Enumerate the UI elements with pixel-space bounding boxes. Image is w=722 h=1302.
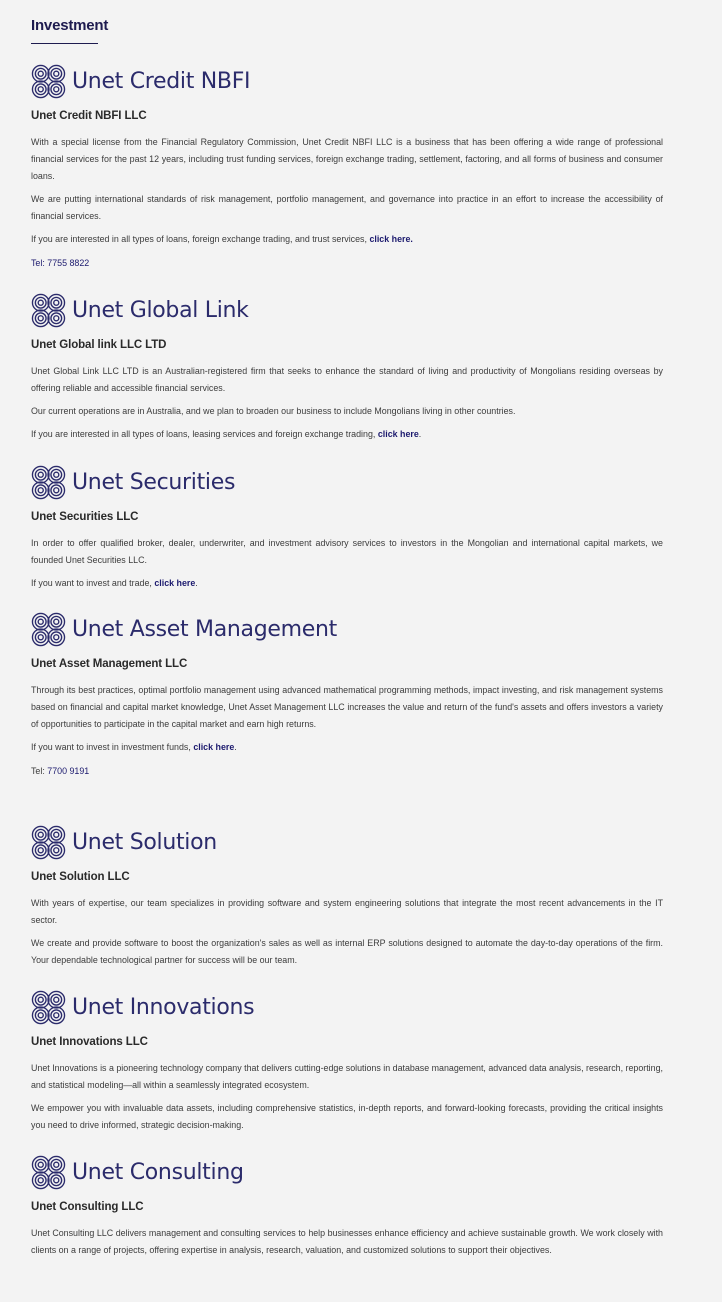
company-name: Unet Consulting LLC <box>31 1201 144 1213</box>
description-paragraph: We empower you with invaluable data assets, including comprehensive statistics, in-depth reports, and forward-looking forecasts, providing the critical insights you need to drive informed, strategic decision-making. <box>31 1103 663 1130</box>
company-card-global-link <box>31 292 663 443</box>
cta-text: If you want to invest and trade, <box>31 578 155 588</box>
company-card-innovations <box>31 989 663 1134</box>
click-here-link[interactable]: click here <box>377 429 419 439</box>
logo-text: Unet Solution <box>72 829 217 855</box>
company-logo <box>31 1154 663 1190</box>
description-paragraph: Unet Global Link LLC LTD is an Australian-registered firm that seeks to enhance the standard of living and productivity of Mongolians residing overseas by offering reliable and accessible financial services. <box>31 366 663 393</box>
logo-text: Unet Asset Management <box>72 616 337 642</box>
company-name: Unet Asset Management LLC <box>31 658 188 670</box>
click-here-link[interactable]: click here <box>193 742 235 752</box>
cta-suffix: . <box>195 578 198 588</box>
company-name: Unet Solution LLC <box>31 871 130 883</box>
logo-text: Unet Consulting <box>72 1159 244 1185</box>
description-paragraph: We create and provide software to boost the organization's sales as well as internal ERP solutions designed to automate the day-to-day operations of the firm. Your dependable technological partner for success will be our team. <box>31 938 663 965</box>
phone-label: Tel: <box>31 766 48 776</box>
cta-text: If you want to invest in investment funds, <box>31 742 194 752</box>
click-here-link[interactable]: click here. <box>369 234 413 244</box>
description-paragraph: In order to offer qualified broker, dealer, underwriter, and investment advisory services to investors in the Mongolian and international capital markets, we founded Unet Securities LLC. <box>31 538 663 565</box>
phone-number <box>31 763 663 780</box>
logo-text: Unet Securities <box>72 469 236 495</box>
cta-paragraph <box>31 231 663 248</box>
company-logo <box>31 611 663 647</box>
cta-text: If you are interested in all types of loans, leasing services and foreign exchange trading, <box>31 429 378 439</box>
logo-text: Unet Global Link <box>72 297 249 323</box>
company-logo <box>31 292 663 328</box>
section-title: Investment <box>31 17 109 34</box>
company-name: Unet Credit NBFI LLC <box>31 110 147 122</box>
unet-knot-logo-icon <box>31 64 66 99</box>
description-paragraph: With years of expertise, our team specializes in providing software and system engineering solutions that integrate the most recent advancements in the IT sector. <box>31 898 663 925</box>
cta-paragraph <box>31 575 663 592</box>
phone-number: Tel: 7755 8822 <box>31 258 90 268</box>
cta-text: If you are interested in all types of loans, foreign exchange trading, and trust services, <box>31 234 370 244</box>
company-card-asset-management <box>31 611 663 780</box>
company-card-credit-nbfi <box>31 63 663 272</box>
cta-suffix: . <box>418 429 422 439</box>
cta-paragraph <box>31 739 663 756</box>
company-card-solution <box>31 824 663 969</box>
unet-knot-logo-icon <box>31 465 66 500</box>
cta-paragraph <box>31 426 663 443</box>
unet-knot-logo-icon <box>31 612 66 647</box>
description-paragraph: Unet Innovations is a pioneering technology company that delivers cutting-edge solutions in database management, advanced data analysis, research, reporting, and statistical modeling—all within a seamlessly integrated ecosystem. <box>31 1063 663 1090</box>
company-card-securities <box>31 464 663 592</box>
description-paragraph: Through its best practices, optimal portfolio management using advanced mathematical programming methods, impact investing, and risk management systems based on financial and capital market knowledge, Unet Asset Management LLC increases the value and return of the fund's assets and offers investors a variety of opportunities to participate in the capital market and earn high returns. <box>31 685 663 729</box>
company-name: Unet Innovations LLC <box>31 1036 148 1048</box>
cta-suffix: . <box>234 742 237 752</box>
unet-knot-logo-icon <box>31 293 66 328</box>
unet-knot-logo-icon <box>31 825 66 860</box>
description-paragraph: We are putting international standards of risk management, portfolio management, and governance into practice in an effort to increase the accessibility of financial services. <box>31 194 663 221</box>
logo-text: Unet Innovations <box>72 994 255 1020</box>
company-logo <box>31 464 663 500</box>
company-logo <box>31 63 663 99</box>
unet-knot-logo-icon <box>31 990 66 1025</box>
phone-value: 7700 9191 <box>47 766 90 776</box>
click-here-link[interactable]: click here <box>154 578 196 588</box>
unet-knot-logo-icon <box>31 1155 66 1190</box>
company-name: Unet Securities LLC <box>31 511 139 523</box>
company-name: Unet Global link LLC LTD <box>31 339 167 351</box>
company-logo <box>31 824 663 860</box>
company-logo <box>31 989 663 1025</box>
company-card-consulting <box>31 1154 663 1259</box>
logo-text: Unet Credit NBFI <box>72 68 251 94</box>
section-underline <box>31 43 98 44</box>
description-paragraph: Unet Consulting LLC delivers management and consulting services to help businesses enhance efficiency and achieve sustainable growth. We work closely with clients on a range of projects, offering expertise in analysis, research, valuation, and customized solutions to support their objectives. <box>31 1228 663 1255</box>
description-paragraph: With a special license from the Financial Regulatory Commission, Unet Credit NBFI LLC is a business that has been offering a wide range of professional financial services for the past 12 years, including trust funding services, foreign exchange trading, settlement, factoring, and all forms of business and consumer loans. <box>31 137 663 181</box>
description-paragraph: Our current operations are in Australia, and we plan to broaden our business to include Mongolians living in other countries. <box>31 406 516 416</box>
